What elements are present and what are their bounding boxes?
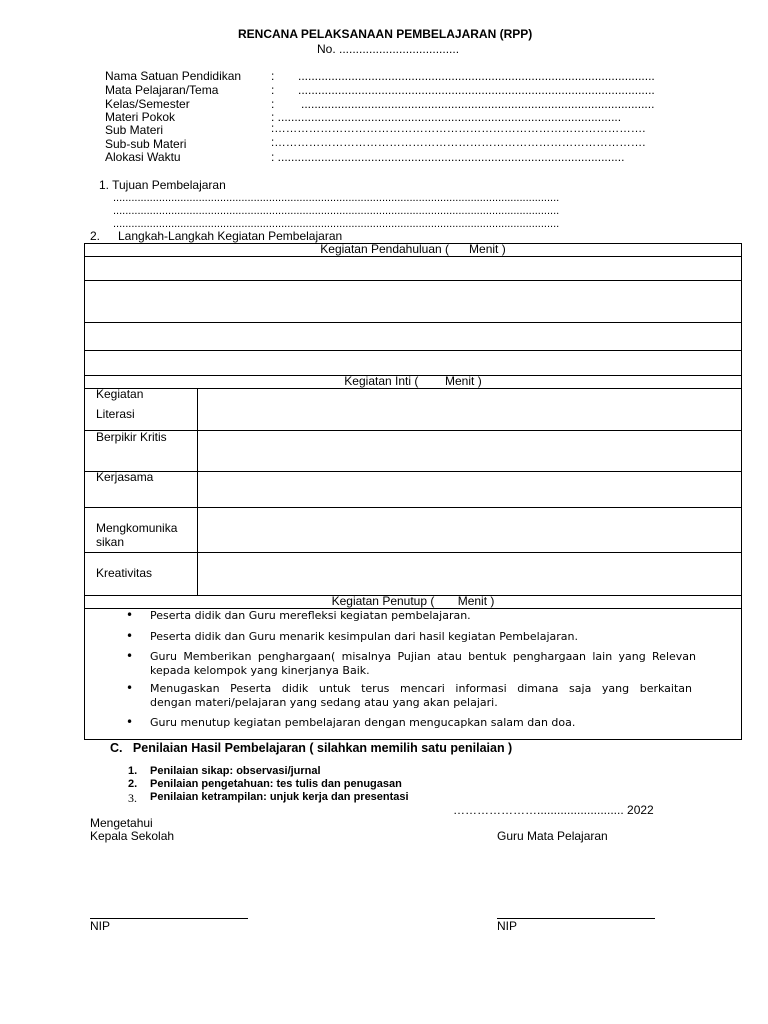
inti-row-label	[96, 521, 196, 549]
bullet-icon: •	[126, 649, 134, 663]
document-title: RENCANA PELAKSANAAN PEMBELAJARAN (RPP)	[238, 27, 533, 41]
inti-row-label-line: Berpikir Kritis	[96, 430, 167, 444]
inti-row-label-line: Kegiatan	[96, 387, 144, 401]
signature-right-nip: NIP	[497, 919, 518, 933]
identity-dots: ...........................................................................................................	[298, 69, 655, 83]
table-border	[741, 243, 742, 740]
identity-colon: :	[271, 69, 275, 83]
tujuan-heading: 1. Tujuan Pembelajaran	[99, 178, 226, 192]
penutup-header: Kegiatan Penutup ( Menit )	[331, 594, 495, 608]
penilaian-item-number: 1.	[128, 765, 138, 777]
inti-row-label	[96, 470, 196, 484]
signature-left-line2: Kepala Sekolah	[90, 829, 175, 843]
signature-date: ………………….......................... 2022	[453, 803, 654, 817]
bullet-icon: •	[126, 715, 134, 729]
signature-left-line1: Mengetahui	[90, 816, 153, 830]
penilaian-item-number: 3.	[128, 791, 137, 805]
document-number: No. ....................................	[317, 42, 460, 56]
bullet-icon: •	[126, 681, 134, 695]
identity-label: Alokasi Waktu	[105, 150, 181, 164]
table-row-line	[84, 256, 742, 257]
bullet-icon: •	[126, 608, 134, 622]
penutup-item-text: Peserta didik dan Guru merefleksi kegiatan pembelajaran.	[150, 609, 471, 622]
penilaian-item-number: 2.	[128, 778, 138, 790]
bullet-icon: •	[126, 629, 134, 643]
inti-row-label-line: Kreativitas	[96, 566, 153, 580]
langkah-number: 2.	[90, 229, 101, 243]
tujuan-line: ..................................................................................................................................................	[113, 205, 560, 217]
pendahuluan-header: Kegiatan Pendahuluan ( Menit )	[320, 242, 506, 256]
identity-colon: :	[271, 83, 275, 97]
identity-label: Sub Materi	[105, 123, 164, 137]
inti-header: Kegiatan Inti ( Menit )	[344, 374, 482, 388]
identity-dots: :…………………………………………………………………………………….	[271, 123, 646, 135]
inti-row-label-line: Kerjasama	[96, 470, 154, 484]
table-column-line	[197, 388, 198, 595]
inti-row-label	[96, 387, 196, 421]
signature-line-left	[90, 918, 248, 919]
inti-row-label	[96, 566, 196, 580]
penutup-item-text: Menugaskan Peserta didik untuk terus mencari informasi dimana saja yang berkaitan	[150, 682, 692, 695]
penutup-item-text: Peserta didik dan Guru menarik kesimpulan dari hasil kegiatan Pembelajaran.	[150, 630, 579, 643]
inti-row-label-line: Mengkomunika	[96, 521, 178, 535]
penutup-item-text: Guru menutup kegiatan pembelajaran dengan mengucapkan salam dan doa.	[150, 716, 576, 729]
penilaian-item-text: Penilaian pengetahuan: tes tulis dan penugasan	[150, 778, 402, 790]
table-row-line	[84, 280, 742, 281]
inti-row-label	[96, 430, 196, 444]
penutup-item-text: Guru Memberikan penghargaan( misalnya Pujian atau bentuk penghargaan lain yang Relevan	[150, 650, 696, 663]
inti-row-label-line: sikan	[96, 535, 125, 549]
identity-label: Nama Satuan Pendidikan	[105, 69, 242, 83]
identity-dots: ..........................................................................................................	[301, 97, 655, 111]
identity-dots: : ........................................................................................................	[271, 150, 625, 164]
penilaian-heading: C. Penilaian Hasil Pembelajaran ( silahkan memilih satu penilaian )	[110, 741, 513, 755]
identity-label: Sub-sub Materi	[105, 137, 187, 151]
table-border	[84, 243, 85, 740]
table-row-line	[84, 350, 742, 351]
signature-left-nip: NIP	[90, 919, 111, 933]
identity-dots: :…………………………………………………………………………………….	[271, 137, 646, 149]
table-row-line	[84, 507, 742, 508]
identity-colon: :	[271, 97, 275, 111]
penilaian-item-text: Penilaian ketrampilan: unjuk kerja dan presentasi	[150, 791, 409, 803]
tujuan-line: ..................................................................................................................................................	[113, 218, 560, 230]
identity-label: Kelas/Semester	[105, 97, 190, 111]
identity-dots: : .......................................................................................................	[271, 110, 622, 124]
signature-right-role: Guru Mata Pelajaran	[497, 829, 608, 843]
signature-line-right	[497, 918, 655, 919]
table-row-line	[84, 552, 742, 553]
table-row-line	[84, 322, 742, 323]
inti-row-label-line: Literasi	[96, 407, 135, 421]
penutup-item-text: kepada kelompok yang kinerjanya Baik.	[150, 664, 370, 677]
langkah-heading: Langkah-Langkah Kegiatan Pembelajaran	[118, 229, 343, 243]
penutup-item-text: dengan materi/pelajaran yang sedang atau yang akan pelajari.	[150, 696, 498, 709]
identity-label: Mata Pelajaran/Tema	[105, 83, 219, 97]
identity-label: Materi Pokok	[105, 110, 176, 124]
identity-dots: ...........................................................................................................	[298, 83, 655, 97]
table-row-line	[84, 739, 742, 740]
tujuan-line: ..................................................................................................................................................	[113, 192, 560, 204]
penilaian-item-text: Penilaian sikap: observasi/jurnal	[150, 765, 321, 777]
